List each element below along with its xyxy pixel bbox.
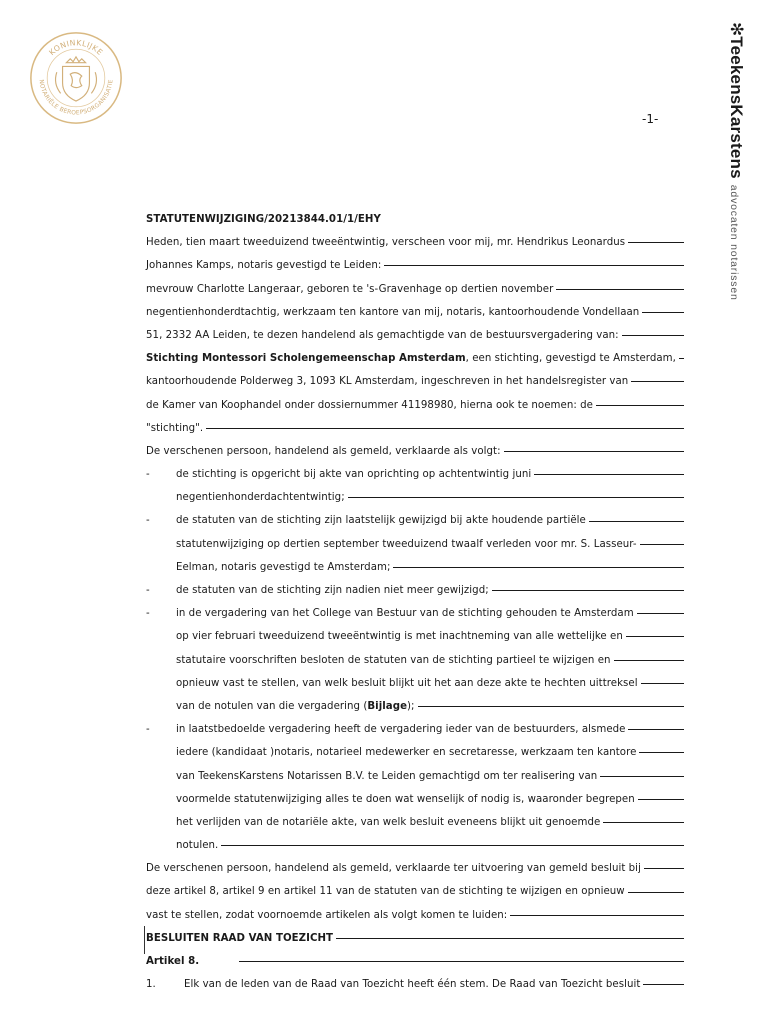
deed-line — [146, 208, 684, 231]
deed-line-text — [146, 278, 553, 301]
deed-line — [146, 556, 684, 579]
deed-line-text — [176, 579, 489, 602]
fill-line — [384, 265, 684, 266]
fill-line — [626, 636, 684, 637]
bullet-marker: - — [146, 515, 150, 527]
deed-line — [146, 231, 684, 254]
fill-line — [640, 544, 684, 545]
deed-line — [146, 973, 684, 996]
text-run: vast te stellen, zodat voornoemde artikelen als volgt komen te luiden: — [146, 909, 508, 921]
fill-line — [622, 335, 684, 336]
deed-line — [146, 417, 684, 440]
deed-line-text — [146, 950, 199, 973]
fill-line — [641, 683, 684, 684]
deed-line-text — [176, 718, 625, 741]
fill-line — [556, 289, 684, 290]
text-run: , een stichting, gevestigd te Amsterdam, — [465, 353, 676, 365]
deed-line-text — [146, 440, 501, 463]
fill-line — [628, 242, 684, 243]
deed-line — [146, 788, 684, 811]
text-run: Heden, tien maart tweeduizend tweeëntwintig, verscheen voor mij, mr. Hendrikus Leonardus — [146, 237, 626, 249]
text-run: ); — [407, 700, 415, 712]
text-run: kantoorhoudende Polderweg 3, 1093 KL Amsterdam, ingeschreven in het handelsregister van — [146, 376, 629, 388]
deed-line-text — [176, 556, 390, 579]
bold-text: BESLUITEN RAAD VAN TOEZICHT — [146, 932, 334, 944]
deed-line-text — [146, 347, 676, 370]
svg-text:NOTARIËLE BEROEPSORGANISATIE — [37, 79, 114, 117]
text-run: de stichting is opgericht bij akte van oprichting op achtentwintig juni — [176, 469, 532, 481]
deed-line — [146, 463, 684, 486]
deed-line — [146, 486, 684, 509]
text-run: 51, 2332 AA Leiden, te dezen handelend als gemachtigde van de bestuursvergadering van: — [146, 329, 619, 341]
deed-line-text — [146, 417, 203, 440]
deed-line — [146, 718, 684, 741]
deed-line — [146, 880, 684, 903]
bullet-marker: - — [146, 585, 150, 596]
fill-line — [492, 590, 684, 591]
deed-line — [146, 347, 684, 370]
text-run: mevrouw Charlotte Langeraar, geboren te 's-Gravenhage op dertien november — [146, 283, 554, 295]
text-run: de statuten van de stichting zijn nadien niet meer gewijzigd; — [176, 585, 489, 596]
text-run: negentienhonderdachtentwintig; — [176, 492, 345, 504]
deed-line-text — [146, 208, 381, 231]
text-run: de Kamer van Koophandel onder dossiernummer 41198980, hierna ook te noemen: de — [146, 399, 593, 411]
deed-line-text — [146, 394, 593, 417]
deed-line — [146, 857, 684, 880]
text-run: Elk van de leden van de Raad van Toezicht heeft één stem. De Raad van Toezicht besluit — [184, 979, 641, 991]
deed-line-text — [146, 880, 625, 903]
deed-line-text — [176, 463, 531, 486]
svg-text:KONINKLIJKE — [47, 38, 104, 57]
fill-line — [589, 521, 684, 522]
fill-line — [393, 567, 684, 568]
bullet-marker: - — [146, 724, 150, 736]
text-run: De verschenen persoon, handelend als gemeld, verklaarde ter uitvoering van gemeld besluit bij — [146, 863, 641, 875]
deed-line-text — [146, 370, 628, 393]
fill-line — [504, 451, 684, 452]
fill-line — [418, 706, 684, 707]
deed-line-text — [176, 486, 345, 509]
bold-text: Bijlage — [367, 700, 408, 712]
bullet-marker: - — [146, 469, 150, 481]
bold-text: Stichting Montessori Scholengemeenschap Amsterdam — [146, 353, 466, 365]
deed-line-text — [176, 788, 635, 811]
deed-line-text — [184, 973, 640, 996]
deed-line-text — [146, 927, 333, 950]
coat-of-arms-icon — [56, 57, 97, 101]
deed-line — [146, 695, 684, 718]
deed-line — [146, 301, 684, 324]
fill-line — [638, 799, 684, 800]
deed-line — [146, 394, 684, 417]
deed-line-text — [146, 904, 507, 927]
fill-line — [639, 752, 684, 753]
text-run: deze artikel 8, artikel 9 en artikel 11 van de statuten van de stichting te wijzigen en opnieuw — [146, 886, 625, 898]
deed-line — [146, 509, 684, 532]
text-run: voormelde statutenwijziging alles te doen wat wenselijk of nodig is, waaronder begrepen — [176, 793, 635, 805]
deed-line-text — [146, 301, 639, 324]
deed-line — [146, 324, 684, 347]
brand-star-icon: ✻ — [727, 22, 746, 37]
deed-line-text — [146, 324, 619, 347]
fill-line — [596, 405, 684, 406]
deed-line-text — [146, 231, 625, 254]
text-run: van de notulen van die vergadering ( — [176, 700, 368, 712]
fill-line — [600, 776, 684, 777]
fill-line — [637, 613, 684, 614]
margin-rule — [144, 926, 145, 954]
deed-line — [146, 904, 684, 927]
deed-line — [146, 602, 684, 625]
seal-top-text: KONINKLIJKE — [47, 38, 105, 58]
fill-line — [510, 915, 684, 916]
text-run: in de vergadering van het College van Bestuur van de stichting gehouden te Amsterdam — [176, 608, 634, 620]
bold-text: Artikel 8. — [146, 956, 200, 967]
fill-line — [631, 381, 684, 382]
text-run: iedere (kandidaat )notaris, notarieel medewerker en secretaresse, werkzaam ten kantore — [176, 747, 637, 759]
text-run: notulen. — [176, 840, 219, 852]
deed-line — [146, 370, 684, 393]
bullet-marker: - — [146, 608, 150, 620]
notarial-seal — [28, 30, 124, 126]
deed-line-text — [146, 254, 381, 277]
deed-line-text — [176, 602, 634, 625]
deed-line — [146, 811, 684, 834]
fill-line — [628, 892, 684, 893]
deed-line-text — [176, 649, 611, 672]
seal-bottom-text: NOTARIËLE BEROEPSORGANISATIE — [37, 79, 115, 117]
fill-line — [643, 984, 684, 985]
fill-line — [221, 845, 684, 846]
deed-line-text — [146, 857, 641, 880]
text-run: op vier februari tweeduizend tweeëntwintig is met inachtneming van alle wettelijke en — [176, 631, 623, 643]
deed-line-text — [176, 765, 597, 788]
deed-line — [146, 950, 684, 973]
page-number: -1- — [642, 112, 659, 126]
brand-subtitle: advocaten notarissen — [728, 184, 740, 301]
text-run: Johannes Kamps, notaris gevestigd te Leiden: — [146, 260, 382, 272]
text-run: statutenwijziging op dertien september tweeduizend twaalf verleden voor mr. S. Lasseur- — [176, 538, 637, 550]
deed-line-text — [176, 509, 586, 532]
fill-line — [206, 428, 684, 429]
fill-line — [679, 358, 684, 359]
text-run: statutaire voorschriften besloten de statuten van de stichting partieel te wijzigen en — [176, 654, 611, 666]
deed-line-text — [176, 533, 637, 556]
fill-line — [336, 938, 684, 939]
text-run: de statuten van de stichting zijn laatstelijk gewijzigd bij akte houdende partiële — [176, 515, 586, 527]
deed-line — [146, 254, 684, 277]
deed-line-text — [176, 741, 636, 764]
fill-line — [603, 822, 684, 823]
brand-name: TeekensKarstens — [727, 36, 746, 179]
bold-text: STATUTENWIJZIGING/20213844.01/1/EHY — [146, 214, 381, 225]
deed-line — [146, 649, 684, 672]
deed-line — [146, 741, 684, 764]
deed-line-text — [176, 625, 623, 648]
deed-line — [146, 440, 684, 463]
text-run: De verschenen persoon, handelend als gemeld, verklaarde als volgt: — [146, 445, 501, 457]
deed-body — [146, 208, 684, 996]
text-run: "stichting". — [146, 422, 204, 434]
text-run: negentienhonderdtachtig, werkzaam ten kantore van mij, notaris, kantoorhoudende Vondellaan — [146, 306, 640, 318]
fill-line — [642, 312, 684, 313]
deed-line-text — [176, 695, 415, 718]
fill-line — [614, 660, 684, 661]
fill-line — [239, 961, 684, 962]
fill-line — [628, 729, 684, 730]
text-run: van TeekensKarstens Notarissen B.V. te Leiden gemachtigd om ter realisering van — [176, 770, 598, 782]
fill-line — [644, 868, 684, 869]
text-run: in laatstbedoelde vergadering heeft de vergadering ieder van de bestuurders, alsmede — [176, 724, 626, 736]
deed-line-text — [176, 811, 600, 834]
deed-line — [146, 672, 684, 695]
deed-line — [146, 625, 684, 648]
deed-line — [146, 927, 684, 950]
deed-line — [146, 533, 684, 556]
text-run: Eelman, notaris gevestigd te Amsterdam; — [176, 561, 391, 573]
fill-line — [348, 497, 684, 498]
brand-logo — [722, 22, 752, 301]
list-number: 1. — [146, 979, 156, 991]
deed-line-text — [176, 834, 218, 857]
fill-line — [534, 474, 684, 475]
deed-line — [146, 579, 684, 602]
deed-line-text — [176, 672, 638, 695]
deed-line — [146, 765, 684, 788]
deed-line — [146, 278, 684, 301]
deed-line — [146, 834, 684, 857]
text-run: het verlijden van de notariële akte, van welk besluit eveneens blijkt uit genoemde — [176, 816, 601, 828]
text-run: opnieuw vast te stellen, van welk besluit blijkt uit het aan deze akte te hechten uittreksel — [176, 677, 638, 689]
